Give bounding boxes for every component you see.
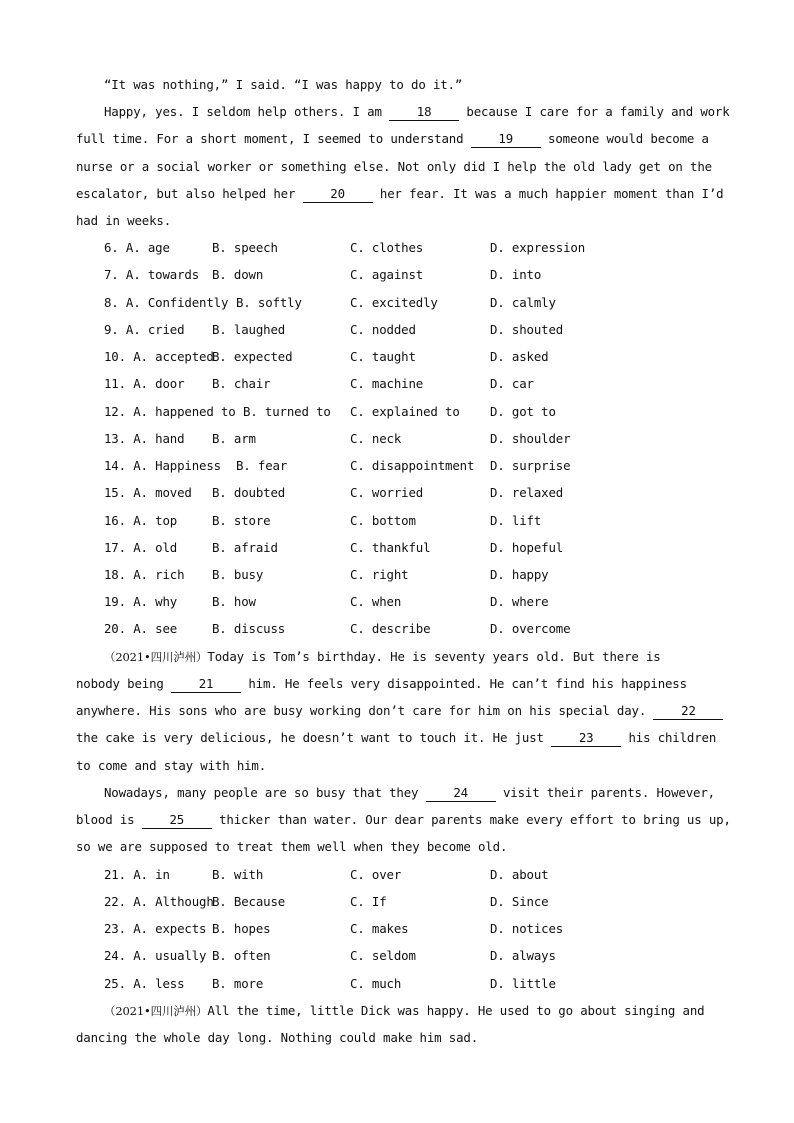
paragraph-line: so we are supposed to treat them well when they become old. — [76, 839, 508, 854]
question-row — [0, 974, 794, 994]
option-b[interactable]: B. Because — [212, 894, 286, 909]
option-c[interactable]: C. describe — [350, 621, 431, 636]
option-a[interactable]: 25. A. less — [104, 976, 185, 991]
option-b[interactable]: B. expected — [212, 349, 293, 364]
option-a[interactable]: 19. A. why — [104, 594, 178, 609]
option-c[interactable]: C. nodded — [350, 322, 416, 337]
option-a[interactable]: 21. A. in — [104, 867, 170, 882]
question-row — [0, 347, 794, 367]
option-a[interactable]: 8. A. Confidently — [104, 295, 229, 310]
option-a[interactable]: 17. A. old — [104, 540, 178, 555]
option-a[interactable]: 18. A. rich — [104, 567, 185, 582]
option-d[interactable]: D. asked — [490, 349, 549, 364]
paragraph-line: （2021•四川泸州）All the time, little Dick was happy. He used to go about singing and — [104, 1003, 705, 1018]
question-row — [0, 456, 794, 476]
option-b[interactable]: B. hopes — [212, 921, 271, 936]
option-a[interactable]: 9. A. cried — [104, 322, 185, 337]
option-c[interactable]: C. disappointment — [350, 458, 475, 473]
paragraph-line: Happy, yes. I seldom help others. I am 18 because I care for a family and work — [104, 104, 730, 119]
option-c[interactable]: C. over — [350, 867, 402, 882]
source-label: （2021•四川泸州） — [104, 650, 208, 664]
option-b[interactable]: B. with — [212, 867, 264, 882]
blank-24[interactable]: 24 — [426, 785, 496, 802]
option-a[interactable]: 15. A. moved — [104, 485, 192, 500]
option-a[interactable]: 14. A. Happiness — [104, 458, 221, 473]
question-row — [0, 265, 794, 285]
option-a[interactable]: 11. A. door — [104, 376, 185, 391]
option-d[interactable]: D. lift — [490, 513, 542, 528]
question-row — [0, 238, 794, 258]
paragraph-line: dancing the whole day long. Nothing could make him sad. — [76, 1030, 479, 1045]
option-a[interactable]: 16. A. top — [104, 513, 178, 528]
option-d[interactable]: D. hopeful — [490, 540, 564, 555]
option-a[interactable]: 13. A. hand — [104, 431, 185, 446]
option-b[interactable]: B. often — [212, 948, 271, 963]
option-d[interactable]: D. notices — [490, 921, 564, 936]
blank-18[interactable]: 18 — [389, 104, 459, 121]
option-a[interactable]: 23. A. expects — [104, 921, 207, 936]
question-row — [0, 565, 794, 585]
option-d[interactable]: D. got to — [490, 404, 556, 419]
option-d[interactable]: D. into — [490, 267, 542, 282]
option-c[interactable]: C. makes — [350, 921, 409, 936]
question-row — [0, 946, 794, 966]
option-b[interactable]: B. turned to — [243, 404, 331, 419]
question-row — [0, 429, 794, 449]
quote-line: “It was nothing,” I said. “I was happy to do it.” — [104, 77, 463, 92]
question-row — [0, 865, 794, 885]
blank-20[interactable]: 20 — [303, 186, 373, 203]
question-row — [0, 919, 794, 939]
option-a[interactable]: 24. A. usually — [104, 948, 207, 963]
option-a[interactable]: 22. A. Although — [104, 894, 214, 909]
option-d[interactable]: D. overcome — [490, 621, 571, 636]
option-a[interactable]: 7. A. towards — [104, 267, 200, 282]
question-row — [0, 619, 794, 639]
option-b[interactable]: B. store — [212, 513, 271, 528]
option-c[interactable]: C. neck — [350, 431, 402, 446]
option-b[interactable]: B. laughed — [212, 322, 286, 337]
option-d[interactable]: D. Since — [490, 894, 549, 909]
option-d[interactable]: D. surprise — [490, 458, 571, 473]
question-row — [0, 892, 794, 912]
blank-21[interactable]: 21 — [171, 676, 241, 693]
option-a[interactable]: 10. A. accepted — [104, 349, 214, 364]
option-c[interactable]: C. seldom — [350, 948, 416, 963]
option-b[interactable]: B. chair — [212, 376, 271, 391]
paragraph-line: the cake is very delicious, he doesn’t want to touch it. He just 23 his children — [76, 730, 717, 745]
option-c[interactable]: C. bottom — [350, 513, 416, 528]
option-b[interactable]: B. arm — [212, 431, 256, 446]
paragraph-line: to come and stay with him. — [76, 758, 267, 773]
option-c[interactable]: C. machine — [350, 376, 424, 391]
paragraph-line: （2021•四川泸州）Today is Tom’s birthday. He is seventy years old. But there is — [104, 649, 661, 664]
paragraph-line: blood is 25 thicker than water. Our dear parents make every effort to bring us up, — [76, 812, 731, 827]
option-c[interactable]: C. against — [350, 267, 424, 282]
option-d[interactable]: D. where — [490, 594, 549, 609]
option-c[interactable]: C. much — [350, 976, 402, 991]
blank-25[interactable]: 25 — [142, 812, 212, 829]
paragraph-line: had in weeks. — [76, 213, 172, 228]
question-row — [0, 293, 794, 313]
option-b[interactable]: B. busy — [212, 567, 264, 582]
option-d[interactable]: D. expression — [490, 240, 586, 255]
option-d[interactable]: D. calmly — [490, 295, 556, 310]
paragraph-line: nurse or a social worker or something else. Not only did I help the old lady get on the — [76, 159, 712, 174]
source-label: （2021•四川泸州） — [104, 1004, 208, 1018]
option-b[interactable]: B. afraid — [212, 540, 278, 555]
option-a[interactable]: 20. A. see — [104, 621, 178, 636]
option-c[interactable]: C. when — [350, 594, 402, 609]
option-c[interactable]: C. explained to — [350, 404, 460, 419]
option-d[interactable]: D. shoulder — [490, 431, 571, 446]
option-d[interactable]: D. little — [490, 976, 556, 991]
paragraph-line: nobody being 21 him. He feels very disappointed. He can’t find his happiness — [76, 676, 687, 691]
option-c[interactable]: C. right — [350, 567, 409, 582]
option-c[interactable]: C. If — [350, 894, 387, 909]
question-row — [0, 511, 794, 531]
option-d[interactable]: D. happy — [490, 567, 549, 582]
paragraph-line: full time. For a short moment, I seemed to understand 19 someone would become a — [76, 131, 709, 146]
blank-23[interactable]: 23 — [551, 730, 621, 747]
option-d[interactable]: D. always — [490, 948, 556, 963]
option-c[interactable]: C. thankful — [350, 540, 431, 555]
option-c[interactable]: C. excitedly — [350, 295, 438, 310]
blank-22[interactable]: 22 — [653, 703, 723, 720]
question-row — [0, 483, 794, 503]
blank-19[interactable]: 19 — [471, 131, 541, 148]
paragraph-line: anywhere. His sons who are busy working don’t care for him on his special day. 22 — [76, 701, 716, 721]
question-row — [0, 538, 794, 558]
option-b[interactable]: B. how — [212, 594, 256, 609]
option-b[interactable]: B. speech — [212, 240, 278, 255]
option-a[interactable]: 6. A. age — [104, 240, 170, 255]
option-d[interactable]: D. car — [490, 376, 534, 391]
option-b[interactable]: B. discuss — [212, 621, 286, 636]
option-c[interactable]: C. worried — [350, 485, 424, 500]
option-b[interactable]: B. more — [212, 976, 264, 991]
paragraph-line: escalator, but also helped her 20 her fear. It was a much happier moment than I’d — [76, 186, 724, 201]
option-c[interactable]: C. clothes — [350, 240, 424, 255]
option-d[interactable]: D. relaxed — [490, 485, 564, 500]
option-c[interactable]: C. taught — [350, 349, 416, 364]
option-a[interactable]: 12. A. happened to — [104, 404, 236, 419]
question-row — [0, 374, 794, 394]
option-b[interactable]: B. down — [212, 267, 264, 282]
option-b[interactable]: B. softly — [236, 295, 302, 310]
option-d[interactable]: D. shouted — [490, 322, 564, 337]
paragraph-line: Nowadays, many people are so busy that they 24 visit their parents. However, — [104, 785, 715, 800]
option-d[interactable]: D. about — [490, 867, 549, 882]
question-row — [0, 402, 794, 422]
option-b[interactable]: B. doubted — [212, 485, 286, 500]
option-b[interactable]: B. fear — [236, 458, 288, 473]
question-row — [0, 592, 794, 612]
question-row — [0, 320, 794, 340]
